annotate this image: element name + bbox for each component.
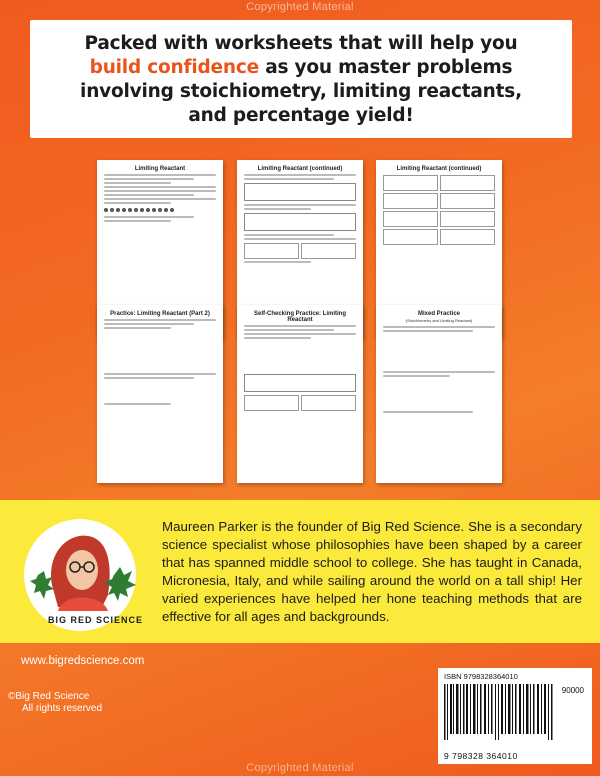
headline-line-4: and percentage yield! — [188, 105, 414, 126]
worksheet-subtitle: (Stoichiometry and Limiting Reactant) — [405, 318, 473, 323]
headline-accent: build confidence — [89, 57, 259, 78]
worksheet-preview-4 — [97, 305, 223, 483]
copyright-watermark-top: Copyrighted Material — [246, 1, 354, 13]
big-red-science-logo — [22, 515, 152, 637]
worksheet-preview-5 — [237, 305, 363, 483]
isbn-number: ISBN 9798328364010 — [444, 672, 518, 681]
copyright-holder: Big Red Science — [15, 691, 90, 702]
headline-line-2 — [40, 56, 562, 80]
logo-text: BIG RED SCIENCE — [48, 615, 144, 625]
worksheet-title: Limiting Reactant — [134, 166, 186, 172]
worksheet-title: Self-Checking Practice: Limiting Reactant — [253, 311, 347, 323]
headline-line-2-rest: as you master problems — [258, 57, 513, 78]
worksheet-title: Limiting Reactant (continued) — [396, 166, 482, 172]
worksheet-title: Limiting Reactant (continued) — [257, 166, 343, 172]
worksheet-preview-6 — [376, 305, 502, 483]
headline-line-1: Packed with worksheets that will help you — [84, 33, 518, 54]
worksheet-title: Mixed Practice — [417, 311, 461, 317]
copyright-icon: © — [8, 691, 16, 702]
barcode-digits: 9 798328 364010 — [444, 751, 518, 761]
isbn-barcode — [438, 668, 592, 764]
headline-line-3: involving stoichiometry, limiting reactants, — [80, 81, 522, 102]
website-url: www.bigredscience.com — [21, 655, 145, 667]
copyright-notice — [8, 691, 102, 715]
price-code: 90000 — [561, 686, 584, 695]
barcode-icon — [444, 684, 554, 740]
copyright-watermark-bottom: Copyrighted Material — [246, 762, 354, 774]
author-bio: Maureen Parker is the founder of Big Red Science. She is a secondary science specialist whose philosophies have been shaped by a career that has spanned middle school to college. She has taught in Canada, Micronesia, Italy, and while sailing around the world on a tall ship! Her varied experiences have helped her hone teaching methods that are effective for all ages and backgrounds. — [162, 519, 582, 624]
worksheet-title: Practice: Limiting Reactant (Part 2) — [110, 311, 210, 317]
rights-reserved: All rights reserved — [22, 703, 103, 714]
headline-box — [30, 20, 572, 138]
